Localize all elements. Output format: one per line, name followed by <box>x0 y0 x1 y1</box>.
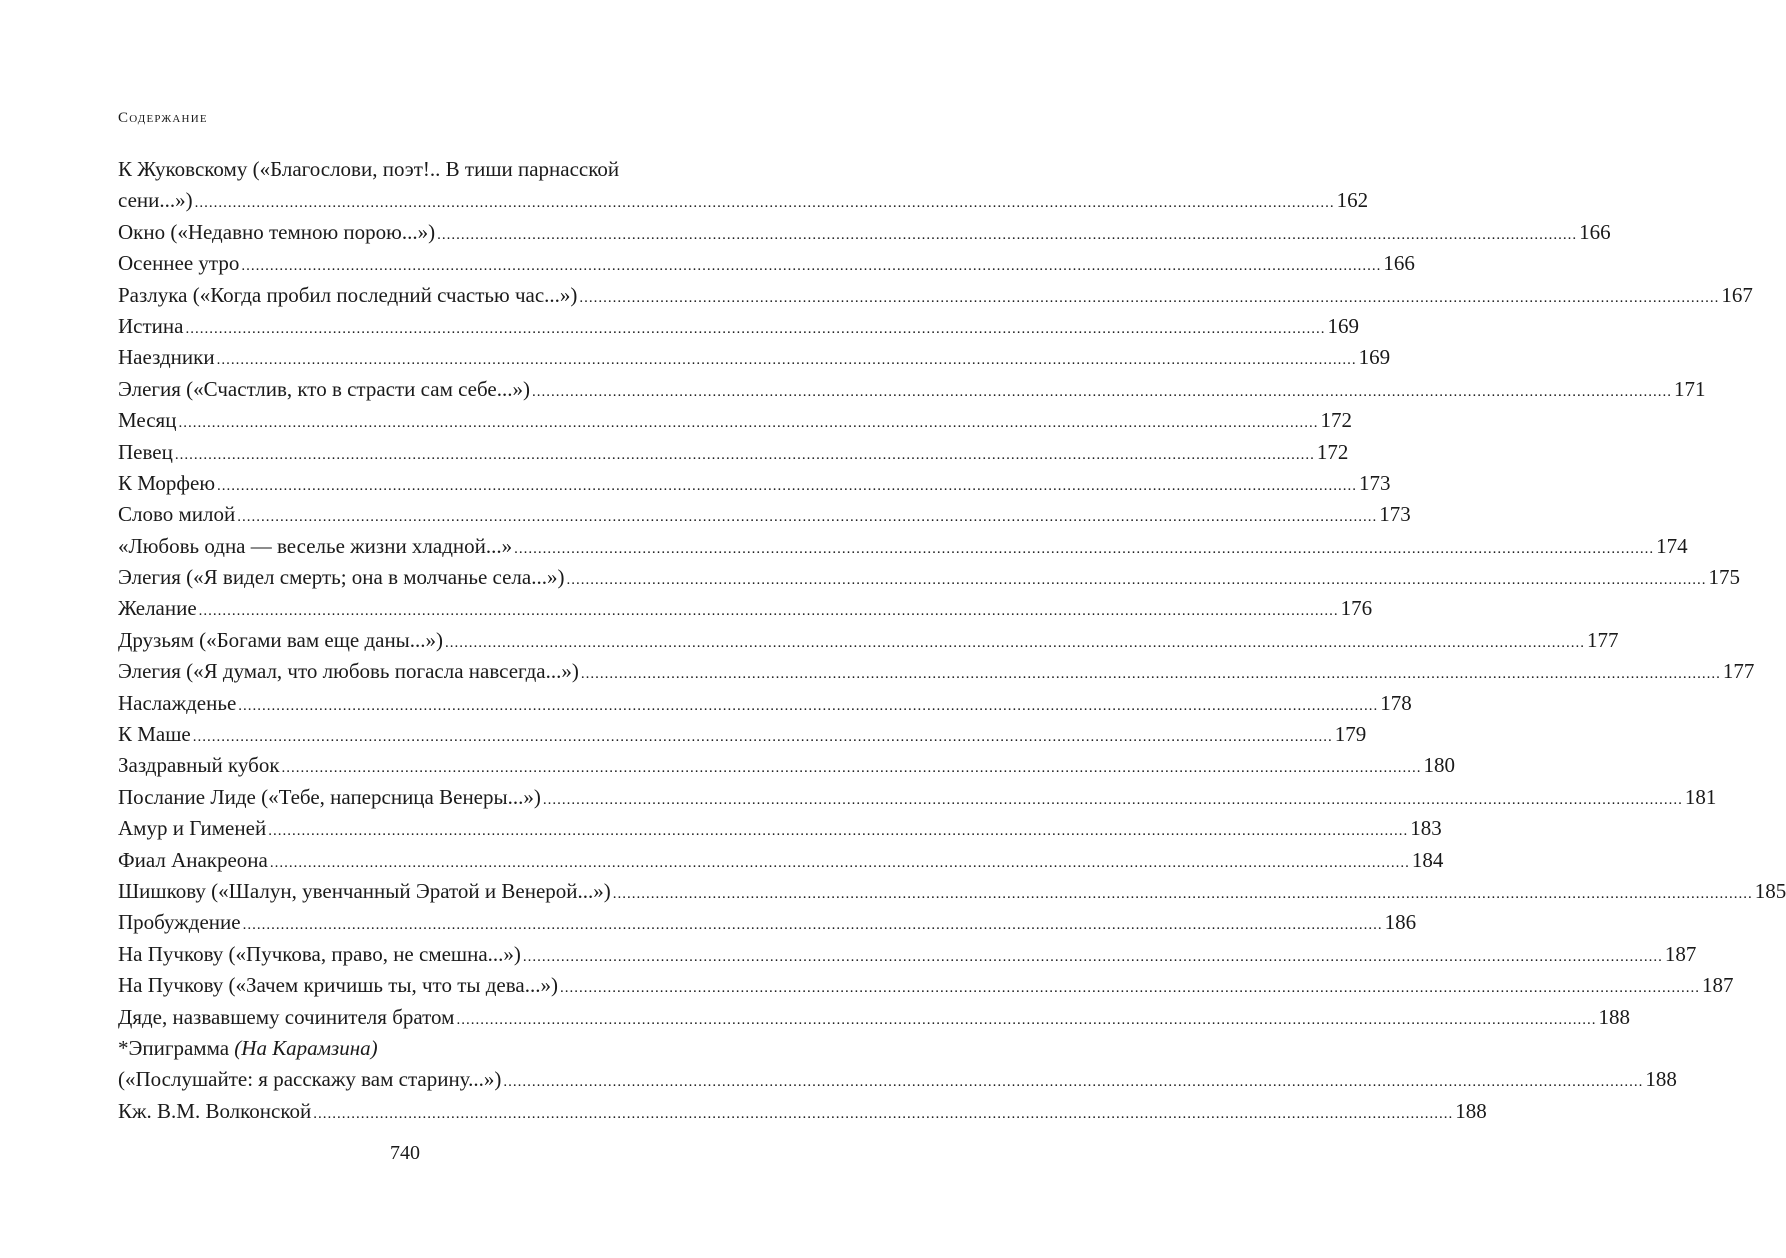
toc-page-number: 169 <box>1327 313 1359 338</box>
leader-dots <box>217 471 1357 502</box>
leader-dots <box>514 534 1654 565</box>
leader-dots <box>437 220 1577 251</box>
leader-dots <box>313 1099 1453 1130</box>
toc-entry-title: Элегия («Счастлив, кто в страсти сам себе...») <box>118 376 530 401</box>
toc-page-number: 172 <box>1320 408 1352 433</box>
toc-entry <box>118 1096 1487 1127</box>
toc-page-number: 169 <box>1358 345 1391 370</box>
toc-page-number: 177 <box>1722 659 1755 684</box>
leader-dots <box>523 942 1663 973</box>
toc-entry <box>118 656 1755 687</box>
toc-page-number: 187 <box>1664 941 1697 966</box>
toc-entry <box>118 939 1697 970</box>
toc-page-number: 185 <box>1754 878 1786 903</box>
toc-entry-title: К Маше <box>118 722 191 747</box>
toc-page-number: 184 <box>1411 847 1444 872</box>
leader-dots <box>268 816 1408 847</box>
toc-entry <box>118 437 1349 468</box>
leader-dots <box>579 283 1719 314</box>
toc-entry-title: Окно («Недавно темною порою...») <box>118 219 436 244</box>
toc-entry <box>118 1064 1677 1095</box>
toc-entry <box>118 405 1352 436</box>
leader-dots <box>543 785 1683 816</box>
toc-page-number: 175 <box>1708 565 1740 590</box>
toc-page-number: 173 <box>1359 470 1391 495</box>
toc-entry-title: На Пучкову («Пучкова, право, не смешна...») <box>118 941 521 966</box>
toc-page-number: 186 <box>1384 910 1417 935</box>
toc-entry-title: Фиал Анакреона <box>118 847 268 872</box>
toc-entry-title: Осеннее утро <box>118 251 240 276</box>
toc-page-number: 188 <box>1455 1098 1487 1123</box>
toc-entry <box>118 1002 1630 1033</box>
running-header: Содержание <box>118 110 208 126</box>
leader-dots <box>217 345 1357 376</box>
leader-dots <box>560 973 1700 1004</box>
toc-page-number: 173 <box>1379 502 1411 527</box>
toc-entry-title: Месяц <box>118 408 177 433</box>
toc-entry <box>118 311 1359 342</box>
toc-page-number: 180 <box>1423 753 1456 778</box>
toc-page-number: 188 <box>1645 1067 1677 1092</box>
toc-entry-title: Кж. В.М. Волконской <box>118 1098 312 1123</box>
epigram-subtitle-italic: (На Карамзина) <box>234 1035 378 1060</box>
toc-entry-title-continued: («Послушайте: я расскажу вам старину...») <box>118 1067 502 1092</box>
toc-entry <box>118 374 1706 405</box>
toc-page-number: 166 <box>1383 251 1415 276</box>
leader-dots <box>193 722 1333 753</box>
toc-page-number: 188 <box>1598 1004 1630 1029</box>
toc-entry <box>118 845 1444 876</box>
leader-dots <box>613 879 1753 910</box>
toc-page-number: 179 <box>1334 722 1367 747</box>
toc-entry <box>118 876 1786 907</box>
toc-page-number: 172 <box>1316 439 1349 464</box>
toc-entry-title: К Жуковскому («Благослови, поэт!.. В тиши парнасской <box>118 157 620 181</box>
toc-entry-title: Дяде, назвавшему сочинителя братом <box>118 1004 455 1029</box>
toc-page-number: 178 <box>1380 690 1412 715</box>
leader-dots <box>566 565 1706 596</box>
toc-entry-title: Элегия («Я видел смерть; она в молчанье села...») <box>118 565 565 590</box>
toc-entry <box>118 625 1619 656</box>
toc-entry <box>118 342 1391 373</box>
leader-dots <box>241 251 1381 282</box>
page-number-footer: 740 <box>390 1142 420 1164</box>
toc-page-number: 187 <box>1701 973 1734 998</box>
toc-entry-title: Пробуждение <box>118 910 241 935</box>
toc-entry-title: На Пучкову («Зачем кричишь ты, что ты дева...») <box>118 973 558 998</box>
leader-dots <box>178 408 1318 439</box>
leader-dots <box>445 628 1585 659</box>
leader-dots <box>238 691 1378 722</box>
toc-entry-title: Шишкову («Шалун, увенчанный Эратой и Венерой...») <box>118 878 611 903</box>
toc-entry <box>118 562 1740 593</box>
toc-entry-title: Желание <box>118 596 197 621</box>
toc-entry-title: Амур и Гименей <box>118 816 267 841</box>
toc-entry-title-continued: сени...») <box>118 188 193 213</box>
toc-entry <box>118 217 1611 248</box>
table-of-contents <box>118 154 1786 1127</box>
toc-entry-title: К Морфею <box>118 470 216 495</box>
toc-entry <box>118 531 1688 562</box>
toc-entry <box>118 782 1717 813</box>
toc-entry-line <box>118 1033 734 1064</box>
toc-page-number: 167 <box>1721 282 1753 307</box>
toc-page-number: 166 <box>1579 219 1611 244</box>
toc-entry <box>118 750 1456 781</box>
toc-entry <box>118 719 1367 750</box>
toc-entry-title <box>118 1033 378 1064</box>
leader-dots <box>532 377 1672 408</box>
leader-dots <box>243 910 1383 941</box>
leader-dots <box>581 659 1721 690</box>
toc-entry <box>118 280 1753 311</box>
toc-entry <box>118 813 1442 844</box>
leader-dots <box>270 848 1410 879</box>
toc-entry-title: Послание Лиде («Тебе, наперсница Венеры...») <box>118 784 541 809</box>
toc-entry-title: Друзьям («Богами вам еще даны...») <box>118 627 444 652</box>
epigram-title: *Эпиграмма <box>118 1035 235 1060</box>
toc-page-number: 183 <box>1410 816 1442 841</box>
leader-dots <box>456 1005 1596 1036</box>
toc-entry-line <box>118 154 734 185</box>
toc-entry <box>118 248 1415 279</box>
toc-entry-title: Наслажденье <box>118 690 237 715</box>
toc-page-number: 176 <box>1340 596 1373 621</box>
toc-page-number: 171 <box>1673 376 1706 401</box>
leader-dots <box>199 596 1339 627</box>
toc-entry-title: Наездники <box>118 345 215 370</box>
leader-dots <box>282 753 1422 784</box>
toc-entry <box>118 970 1734 1001</box>
leader-dots <box>237 502 1377 533</box>
toc-entry <box>118 468 1391 499</box>
toc-page-number: 177 <box>1587 627 1619 652</box>
toc-entry-title: «Любовь одна — веселье жизни хладной...» <box>118 533 513 558</box>
toc-entry-title: Разлука («Когда пробил последний счастью час...») <box>118 282 578 307</box>
leader-dots <box>503 1067 1643 1098</box>
toc-entry <box>118 593 1373 624</box>
toc-entry <box>118 907 1417 938</box>
toc-entry <box>118 499 1411 530</box>
toc-entry <box>118 688 1412 719</box>
toc-entry-title: Истина <box>118 313 184 338</box>
toc-page-number: 162 <box>1336 188 1369 213</box>
toc-entry-title: Элегия («Я думал, что любовь погасла навсегда...») <box>118 659 579 684</box>
toc-page-number: 181 <box>1684 784 1717 809</box>
leader-dots <box>185 314 1325 345</box>
toc-entry-title: Слово милой <box>118 502 236 527</box>
toc-entry-title: Певец <box>118 439 173 464</box>
toc-entry <box>118 185 1369 216</box>
toc-page-number: 174 <box>1656 533 1688 558</box>
leader-dots <box>195 188 1335 219</box>
leader-dots <box>175 440 1315 471</box>
toc-entry-title: Заздравный кубок <box>118 753 280 778</box>
